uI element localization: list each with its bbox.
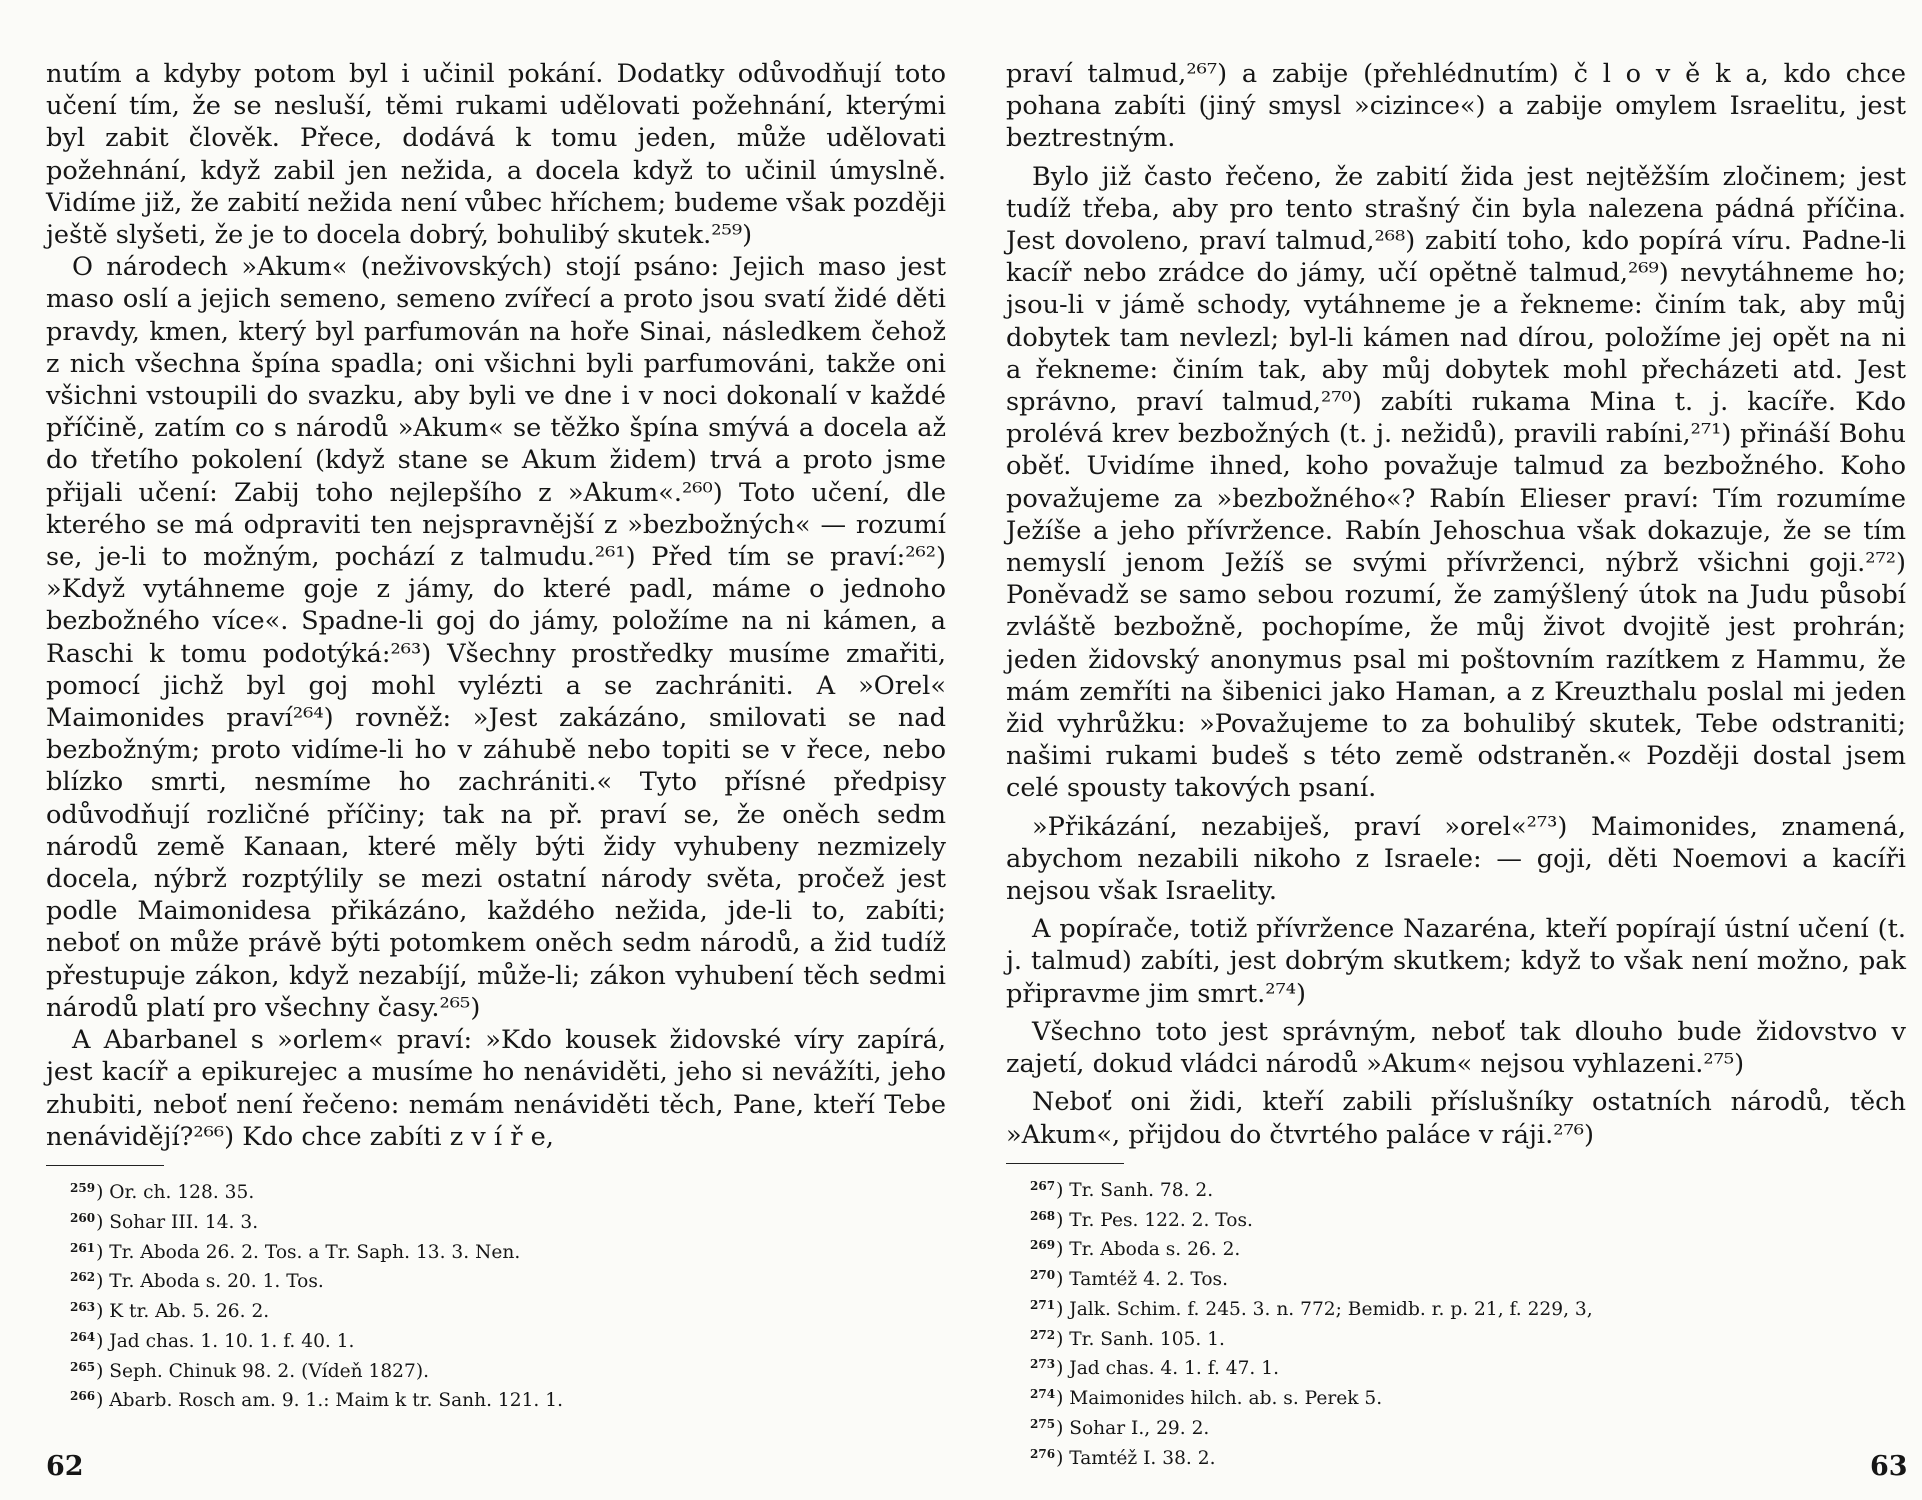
left-body-text: [46, 58, 946, 1153]
footnote-text: Jad chas. 1. 10. 1. f. 40. 1.: [109, 1330, 355, 1352]
paragraph: Bylo již často řečeno, že zabití žida jest nejtěžším zločinem; jest tudíž třeba, aby pro tento strašný čin byla nalezena pádná příčina. Jest dovoleno, praví talmud,²⁶⁸) zabití toho, kdo popírá víru. Padne-li kacíř nebo zrádce do jámy, učí opětně talmud,²⁶⁹) nevytáhneme ho; jsou-li v jámě schody, vytáhneme je a řekneme: činím tak, aby můj dobytek tam nevlezl; byl-li kámen nad dírou, položíme jej opět na ni a řekneme: činím tak, aby můj dobytek mohl přecházeti atd. Jest správno, praví talmud,²⁷⁰) zabíti rukama Mina t. j. kacíře. Kdo prolévá krev bezbožných (t. j. nežidů), pravili rabíni,²⁷¹) přináší Bohu oběť. Uvidíme ihned, koho považuje talmud za bezbožného. Koho považujeme za »bezbožného«? Rabín Elieser praví: Tím rozumíme Ježíše a jeho přívržence. Rabín Jehoschua však dokazuje, že se tím nemyslí jenom Ježíš se svými přívrženci, nýbrž všichni goji.²⁷²) Poněvadž se samo sebou rozumí, že zamýšlený útok na Judu působí zvláště bezbožně, pochopíme, že můj život dvojitě jest prohrán; jeden židovský anonymus psal mi poštovním razítkem z Hammu, že mám zemříti na šibenici jako Haman, a z Kreuzthalu poslal mi jeden žid vyhrůžku: »Považujeme to za bohulibý skutek, Tebe odstraniti; našimi rukami budeš s této země odstraněn.« Později dostal jsem celé spousty takových psaní.: [1006, 161, 1906, 804]
paragraph: »Přikázání, nezabiješ, praví »orel«²⁷³) Maimonides, znamená, abychom nezabili nikoho z Israele: — goji, děti Noemovi a kacíři nejsou však Israelity.: [1006, 811, 1906, 907]
paragraph: A Abarbanel s »orlem« praví: »Kdo kousek židovské víry zapírá, jest kacíř a epikurejec a musíme ho nenáviděti, jeho si nevážíti, jeho zhubiti, neboť není řečeno: nemám nenáviděti těch, Pane, kteří Tebe nenávidějí?²⁶⁶) Kdo chce zabíti z v í ř e,: [46, 1025, 946, 1152]
footnote: $^{263}$) K tr. Ab. 5. 26. 2.: [70, 1300, 270, 1323]
footnote-text: K tr. Ab. 5. 26. 2.: [109, 1301, 270, 1323]
footnotes: [46, 1176, 946, 1414]
page-number-right: 63: [1870, 1451, 1908, 1482]
footnote: $^{260}$) Sohar III. 14. 3.: [70, 1210, 259, 1233]
footnote-number: 263: [70, 1300, 96, 1315]
right-page: [1006, 58, 1906, 1472]
footnote-number: 266: [70, 1389, 96, 1404]
footnote-number: 271: [1030, 1297, 1056, 1312]
footnote: $^{272}$) Tr. Sanh. 105. 1.: [1030, 1327, 1225, 1350]
footnote-text: Jalk. Schim. f. 245. 3. n. 772; Bemidb. r. p. 21, f. 229, 3,: [1069, 1298, 1593, 1320]
left-page: [46, 58, 946, 1414]
footnote-number: 268: [1030, 1208, 1056, 1223]
footnote-number: 262: [70, 1270, 96, 1285]
footnote-rule: [1006, 1163, 1124, 1164]
footnote: $^{267}$) Tr. Sanh. 78. 2.: [1030, 1178, 1214, 1201]
paragraph: praví talmud,²⁶⁷) a zabije (přehlédnutím) č l o v ě k a, kdo chce pohana zabíti (jiný smysl »cizince«) a zabije omylem Israelitu, jest beztrestným.: [1006, 59, 1906, 154]
footnote: $^{268}$) Tr. Pes. 122. 2. Tos.: [1030, 1208, 1253, 1231]
footnote-text: Maimonides hilch. ab. s. Perek 5.: [1069, 1388, 1383, 1410]
footnote-number: 260: [70, 1210, 96, 1225]
footnote: $^{273}$) Jad chas. 4. 1. f. 47. 1.: [1030, 1357, 1279, 1380]
footnote-text: Sohar III. 14. 3.: [109, 1211, 259, 1233]
footnote: $^{276}$) Tamtéž I. 38. 2.: [1030, 1446, 1216, 1469]
footnote-text: Seph. Chinuk 98. 2. (Vídeň 1827).: [109, 1360, 429, 1382]
footnote-number: 273: [1030, 1357, 1056, 1372]
footnote-text: Tr. Sanh. 78. 2.: [1069, 1179, 1214, 1201]
footnote: $^{275}$) Sohar I., 29. 2.: [1030, 1417, 1210, 1440]
footnote-text: Tr. Pes. 122. 2. Tos.: [1069, 1209, 1253, 1231]
footnote-number: 272: [1030, 1327, 1056, 1342]
footnote: $^{271}$) Jalk. Schim. f. 245. 3. n. 772; Bemidb. r. p. 21, f. 229, 3,: [1030, 1297, 1593, 1320]
footnote-text: Tr. Sanh. 105. 1.: [1069, 1328, 1225, 1350]
paragraph: nutím a kdyby potom byl i učinil pokání. Dodatky odůvodňují toto učení tím, že se nesluší, těmi rukami udělovati požehnání, kterými byl zabit člověk. Přece, dodává k tomu jeden, může udělovati požehnání, když zabil jen nežida, a docela když to učinil úmyslně. Vidíme již, že zabití nežida není vůbec hříchem; budeme však později ještě slyšeti, že je to docela dobrý, bohulibý skutek.²⁵⁹): [46, 59, 946, 251]
footnote-text: Abarb. Rosch am. 9. 1.: Maim k tr. Sanh. 121. 1.: [109, 1390, 563, 1412]
footnote-number: 274: [1030, 1387, 1056, 1402]
footnote-number: 264: [70, 1329, 96, 1344]
footnote-number: 267: [1030, 1178, 1056, 1193]
footnote-text: Tamtéž I. 38. 2.: [1069, 1447, 1216, 1469]
footnote: $^{269}$) Tr. Aboda s. 26. 2.: [1030, 1238, 1241, 1261]
footnote: $^{264}$) Jad chas. 1. 10. 1. f. 40. 1.: [70, 1329, 355, 1352]
page-number-left: 62: [46, 1451, 84, 1482]
footnote: $^{261}$) Tr. Aboda 26. 2. Tos. a Tr. Saph. 13. 3. Nen.: [70, 1240, 521, 1263]
footnote-text: Tr. Aboda 26. 2. Tos. a Tr. Saph. 13. 3. Nen.: [109, 1241, 521, 1263]
paragraph: O národech »Akum« (neživovských) stojí psáno: Jejich maso jest maso oslí a jejich semeno, semeno zvířecí a proto jsou svatí židé děti pravdy, kmen, který byl parfumován na hoře Sinai, následkem čehož z nich všechna špína spadla; oni všichni byli parfumováni, takže oni všichni vstoupili do svazku, aby byli ve dne i v noci dokonalí v každé příčině, zatím co s národů »Akum« se těžko špína smývá a docela až do třetího pokolení (když stane se Akum židem) trvá a proto jsme přijali učení: Zabij toho nejlepšího z »Akum«.²⁶⁰) Toto učení, dle kterého se má odpraviti ten nejspravnější z »bezbožných« — rozumí se, je-li to možným, pochází z talmudu.²⁶¹) Před tím se praví:²⁶²) »Když vytáhneme goje z jámy, do které padl, máme o jednoho bezbožného více«. Spadne-li goj do jámy, položíme na ni kámen, a Raschi k tomu podotýká:²⁶³) Všechny prostředky musíme zmařiti, pomocí jichž byl goj mohl vylézti a se zachrániti. A »Orel« Maimonides praví²⁶⁴) rovněž: »Jest zakázáno, smilovati se nad bezbožným; proto vidíme-li ho v záhubě nebo topiti se v řece, nebo blízko smrti, nesmíme ho zachrániti.« Tyto přísné předpisy odůvodňují rozličné příčiny; tak na př. praví se, že oněch sedm národů země Kanaan, které měly býti židy vyhubeny nezmizely docela, nýbrž rozptýlily se mezi ostatní národy světa, pročež jest podle Maimonidesa přikázáno, každého nežida, jde-li to, zabíti; neboť on může právě býti potomkem oněch sedm národů, a žid tudíž přestupuje zákon, když nezabíjí, může-li; zákon vyhubení těch sedmi národů platí pro všechny časy.²⁶⁵): [46, 252, 946, 1023]
footnote-rule: [46, 1165, 164, 1166]
footnote: $^{265}$) Seph. Chinuk 98. 2. (Vídeň 1827).: [70, 1359, 429, 1382]
footnote: $^{274}$) Maimonides hilch. ab. s. Perek 5.: [1030, 1387, 1383, 1410]
footnote-text: Tr. Aboda s. 26. 2.: [1069, 1239, 1241, 1261]
footnote-text: Tamtéž 4. 2. Tos.: [1069, 1269, 1228, 1291]
footnote-number: 270: [1030, 1268, 1056, 1283]
paragraph: Neboť oni židi, kteří zabili příslušníky ostatních národů, těch »Akum«, přijdou do čtvrtého paláce v ráji.²⁷⁶): [1006, 1087, 1906, 1150]
footnote: $^{270}$) Tamtéž 4. 2. Tos.: [1030, 1268, 1228, 1291]
footnote-text: Sohar I., 29. 2.: [1069, 1418, 1210, 1440]
right-body-text: [1006, 58, 1906, 1151]
footnote-number: 269: [1030, 1238, 1056, 1253]
footnote-number: 261: [70, 1240, 96, 1255]
footnote-number: 265: [70, 1359, 96, 1374]
paragraph: A popírače, totiž přívržence Nazaréna, kteří popírají ústní učení (t. j. talmud) zabíti, jest dobrým skutkem; když to však není možno, pak připravme jim smrt.²⁷⁴): [1006, 914, 1906, 1009]
footnotes: [1006, 1174, 1906, 1472]
footnote-number: 259: [70, 1180, 96, 1195]
footnote-text: Or. ch. 128. 35.: [109, 1181, 255, 1203]
footnote-text: Tr. Aboda s. 20. 1. Tos.: [109, 1271, 324, 1293]
footnote-number: 275: [1030, 1417, 1056, 1432]
footnote: $^{259}$) Or. ch. 128. 35.: [70, 1180, 255, 1203]
footnote: $^{266}$) Abarb. Rosch am. 9. 1.: Maim k tr. Sanh. 121. 1.: [70, 1389, 563, 1412]
footnote-text: Jad chas. 4. 1. f. 47. 1.: [1069, 1358, 1279, 1380]
footnote-number: 276: [1030, 1446, 1056, 1461]
footnote: $^{262}$) Tr. Aboda s. 20. 1. Tos.: [70, 1270, 324, 1293]
paragraph: Všechno toto jest správným, neboť tak dlouho bude židovstvo v zajetí, dokud vládci národů »Akum« nejsou vyhlazeni.²⁷⁵): [1006, 1016, 1906, 1080]
